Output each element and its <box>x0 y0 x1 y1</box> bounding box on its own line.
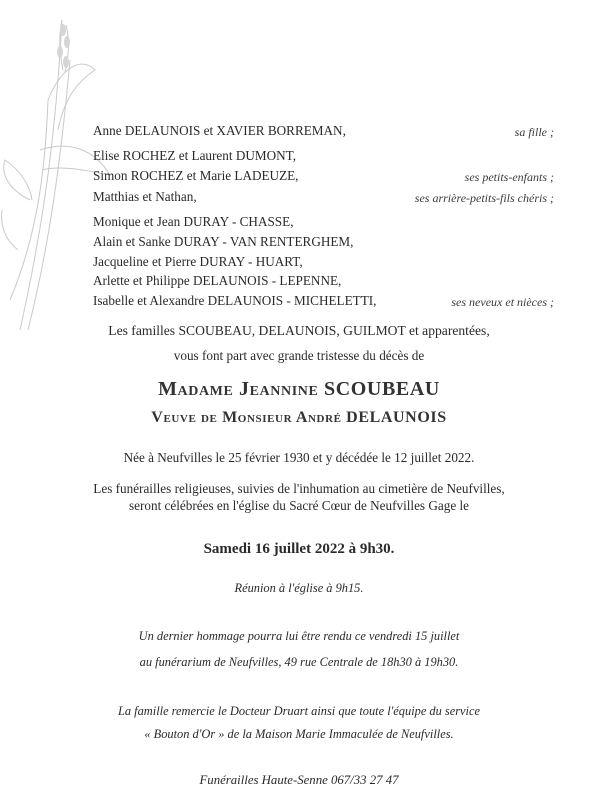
families-line: Les familles SCOUBEAU, DELAUNOIS, GUILMOT et apparentées, <box>108 323 490 338</box>
family-relation: ses petits-enfants ; <box>464 170 554 184</box>
family-relation: sa fille ; <box>514 125 554 139</box>
family-names: Matthias et Nathan, <box>93 189 197 204</box>
family-names: Arlette et Philippe DELAUNOIS - LEPENNE, <box>93 273 342 288</box>
family-names: Alain et Sanke DURAY - VAN RENTERGHEM, <box>93 234 354 249</box>
family-names: Simon ROCHEZ et Marie LADEUZE, <box>93 168 299 183</box>
deceased-subtitle: Veuve de Monsieur André DELAUNOIS <box>151 409 447 426</box>
funeral-line-1: Les funérailles religieuses, suivies de l'inhumation au cimetière de Neufvilles, <box>93 481 505 496</box>
announce-line: vous font part avec grande tristesse du décès de <box>173 348 425 363</box>
family-names: Anne DELAUNOIS et XAVIER BORREMAN, <box>93 123 346 138</box>
thanks-line-2: « Bouton d'Or » de la Maison Marie Immaculée de Neufvilles. <box>144 727 454 741</box>
thanks-line-1: La famille remercie le Docteur Druart ainsi que toute l'équipe du service <box>117 704 480 718</box>
funeral-date: Samedi 16 juillet 2022 à 9h30. <box>203 541 395 557</box>
family-names: Isabelle et Alexandre DELAUNOIS - MICHELETTI, <box>93 293 377 308</box>
meeting-line: Réunion à l'église à 9h15. <box>234 581 364 595</box>
family-names: Elise ROCHEZ et Laurent DUMONT, <box>93 148 297 163</box>
family-relation: ses neveux et nièces ; <box>451 295 554 309</box>
deceased-name: Madame Jeannine SCOUBEAU <box>158 378 440 400</box>
family-relation: ses arrière-petits-fils chéris ; <box>414 191 554 205</box>
birth-death-line: Née à Neufvilles le 25 février 1930 et y décédée le 12 juillet 2022. <box>123 450 475 465</box>
footer-funeral-home: Funérailles Haute-Senne 067/33 27 47 <box>199 773 399 787</box>
tribute-line-2: au funérarium de Neufvilles, 49 rue Centrale de 18h30 à 19h30. <box>139 655 459 669</box>
family-names: Jacqueline et Pierre DURAY - HUART, <box>93 254 303 269</box>
funeral-line-2: seront célébrées en l'église du Sacré Cœur de Neufvilles Gage le <box>129 498 469 513</box>
tribute-line-1: Un dernier hommage pourra lui être rendu ce vendredi 15 juillet <box>138 629 460 643</box>
family-names: Monique et Jean DURAY - CHASSE, <box>93 214 294 229</box>
